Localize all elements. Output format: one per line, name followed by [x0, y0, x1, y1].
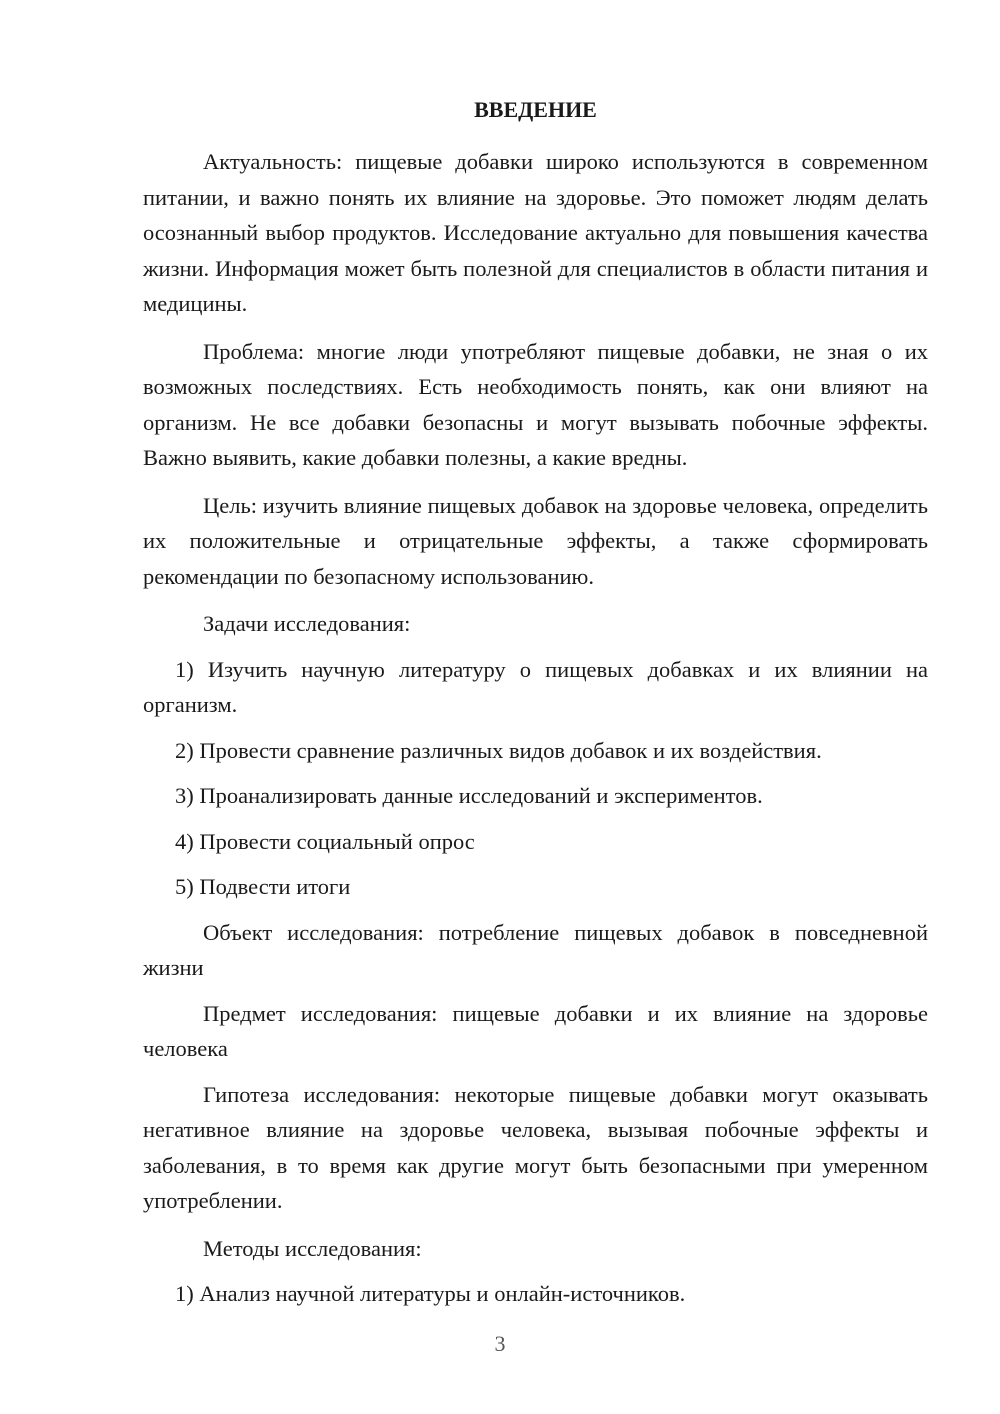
- methods-heading: Методы исследования:: [203, 1235, 422, 1261]
- task-item: 1) Изучить научную литературу о пищевых добавках и их влиянии на организм.: [143, 656, 928, 717]
- task-item: 4) Провести социальный опрос: [175, 828, 475, 854]
- paragraph-subject: Предмет исследования: пищевые добавки и их влияние на здоровье человека: [143, 1000, 928, 1061]
- task-item: 3) Проанализировать данные исследований и экспериментов.: [175, 783, 763, 808]
- paragraph-goal: Цель: изучить влияние пищевых добавок на здоровье человека, определить их положительные и отрицательные эффекты, а также сформировать рекомендации по безопасному использованию.: [143, 492, 928, 589]
- paragraph-object: Объект исследования: потребление пищевых добавок в повседневной жизни: [143, 919, 928, 980]
- document-page: [143, 92, 928, 1322]
- page-number: 3: [494, 1331, 506, 1356]
- paragraph-hypothesis: Гипотеза исследования: некоторые пищевые добавки могут оказывать негативное влияние на здоровье человека, вызывая побочные эффекты и заболевания, в то время как другие могут быть безопасными при умеренном употреблении.: [143, 1081, 928, 1213]
- paragraph-problem: Проблема: многие люди употребляют пищевые добавки, не зная о их возможных последствиях. Есть необходимость понять, как они влияют на организм. Не все добавки безопасны и могут вызывать побочные эффекты. Важно выявить, какие добавки полезны, а какие вредны.: [143, 338, 928, 470]
- task-item: 5) Подвести итоги: [175, 874, 351, 899]
- section-title: ВВЕДЕНИЕ: [474, 97, 597, 122]
- method-item: 1) Анализ научной литературы и онлайн-источников.: [175, 1281, 686, 1306]
- task-item: 2) Провести сравнение различных видов добавок и их воздействия.: [175, 737, 822, 763]
- paragraph-relevance: Актуальность: пищевые добавки широко используются в современном питании, и важно понять их влияние на здоровье. Это поможет людям делать осознанный выбор продуктов. Исследование актуально для повышения качества жизни. Информация может быть полезной для специалистов в области питания и медицины.: [143, 149, 928, 316]
- tasks-heading: Задачи исследования:: [203, 611, 411, 636]
